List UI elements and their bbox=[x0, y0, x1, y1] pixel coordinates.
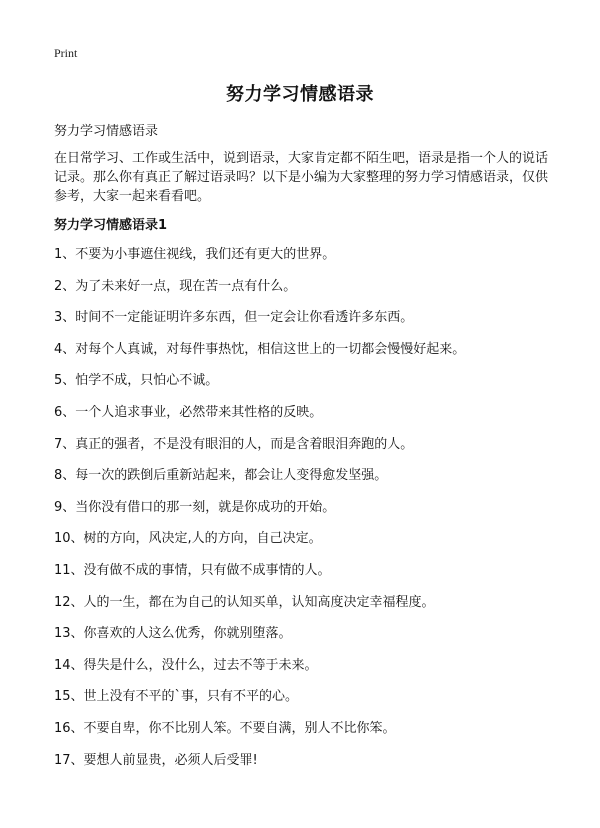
quote-item: 9、当你没有借口的那一刻，就是你成功的开始。 bbox=[54, 499, 336, 515]
quote-item: 16、不要自卑，你不比别人笨。不要自满，别人不比你笨。 bbox=[54, 720, 396, 736]
quote-item: 13、你喜欢的人这么优秀，你就别堕落。 bbox=[54, 626, 292, 642]
section-heading: 努力学习情感语录1 bbox=[54, 218, 168, 233]
intro-paragraph: 在日常学习、工作或生活中，说到语录，大家肯定都不陌生吧，语录是指一个人的说话记录。那么你有真正了解过语录吗？以下是小编为大家整理的努力学习情感语录，仅供参考，大家一起来看看吧。 bbox=[54, 151, 549, 204]
page-title: 努力学习情感语录 bbox=[226, 84, 374, 105]
quote-item: 6、一个人追求事业，必然带来其性格的反映。 bbox=[54, 404, 323, 420]
quote-item: 1、不要为小事遮住视线，我们还有更大的世界。 bbox=[54, 247, 336, 262]
quote-item: 2、为了未来好一点，现在苦一点有什么。 bbox=[54, 278, 297, 294]
quote-item: 7、真正的强者，不是没有眼泪的人，而是含着眼泪奔跑的人。 bbox=[54, 436, 414, 452]
quote-item: 17、要想人前显贵，必须人后受罪! bbox=[54, 752, 258, 768]
quote-item: 4、对每个人真诚，对每件事热忱，相信这世上的一切都会慢慢好起来。 bbox=[54, 341, 466, 357]
quote-list bbox=[54, 245, 574, 782]
quote-item: 15、世上没有不平的`事，只有不平的心。 bbox=[54, 689, 299, 705]
quote-item: 12、人的一生，都在为自己的认知买单，认知高度决定幸福程度。 bbox=[54, 594, 435, 610]
quote-item: 10、树的方向，风决定,人的方向，自己决定。 bbox=[54, 531, 322, 547]
print-link[interactable]: Print bbox=[54, 46, 78, 60]
quote-item: 14、得失是什么，没什么，过去不等于未来。 bbox=[54, 657, 318, 673]
article-subtitle: 努力学习情感语录 bbox=[54, 124, 159, 139]
quote-item: 3、时间不一定能证明许多东西，但一定会让你看透许多东西。 bbox=[54, 310, 414, 326]
quote-item: 5、怕学不成，只怕心不诚。 bbox=[54, 373, 219, 389]
quote-item: 8、每一次的跌倒后重新站起来，都会让人变得愈发坚强。 bbox=[54, 468, 388, 484]
quote-item: 11、没有做不成的事情，只有做不成事情的人。 bbox=[54, 562, 331, 578]
